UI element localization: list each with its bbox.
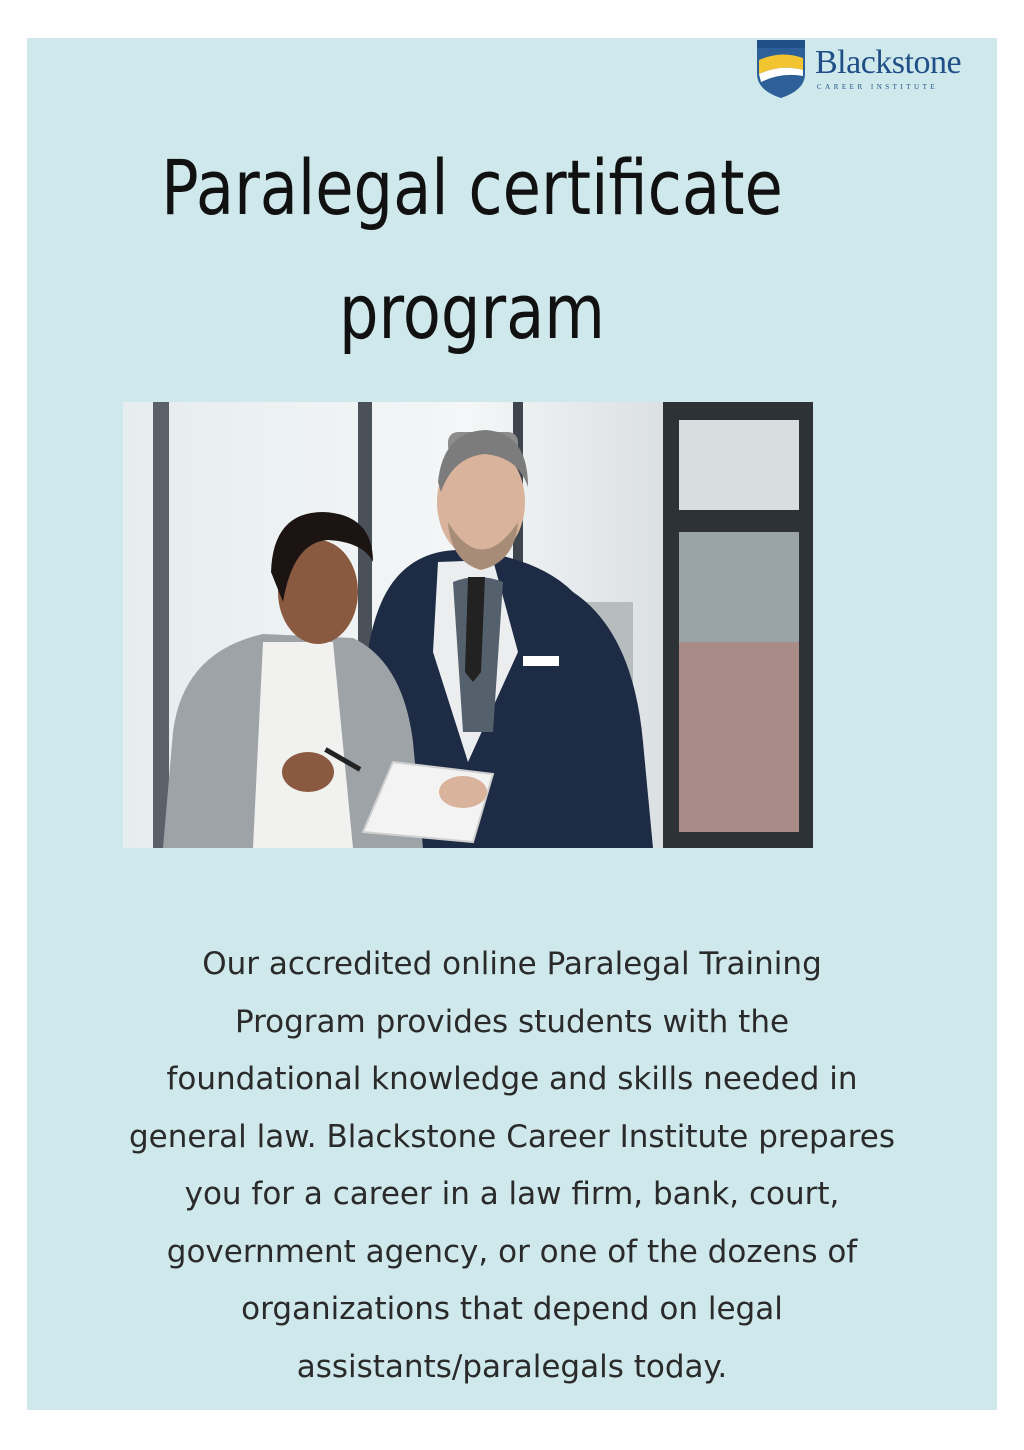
description-line: Our accredited online Paralegal Training — [202, 946, 822, 982]
shield-icon — [755, 38, 807, 100]
description-line: assistants/paralegals today. — [296, 1348, 728, 1385]
description-line: Program provides students with the — [234, 1003, 790, 1040]
two-professionals-reviewing-document-photo — [123, 402, 813, 848]
flyer — [27, 38, 997, 1410]
title-line-1: Paralegal certificate — [161, 143, 783, 232]
page-title — [107, 126, 837, 374]
description-line: general law. Blackstone Career Institute prepares — [128, 1118, 896, 1155]
program-description — [37, 936, 987, 1396]
blackstone-logo[interactable] — [755, 38, 991, 100]
description-line: you for a career in a law firm, bank, court, — [184, 1176, 840, 1212]
logo-subtitle: CAREER INSTITUTE — [817, 83, 939, 91]
description-line: foundational knowledge and skills needed in — [166, 1061, 858, 1097]
description-line: organizations that depend on legal — [241, 1291, 783, 1327]
description-line: government agency, or one of the dozens of — [166, 1233, 858, 1270]
logo-name: Blackstone — [815, 44, 962, 81]
title-line-2: program — [338, 267, 606, 356]
